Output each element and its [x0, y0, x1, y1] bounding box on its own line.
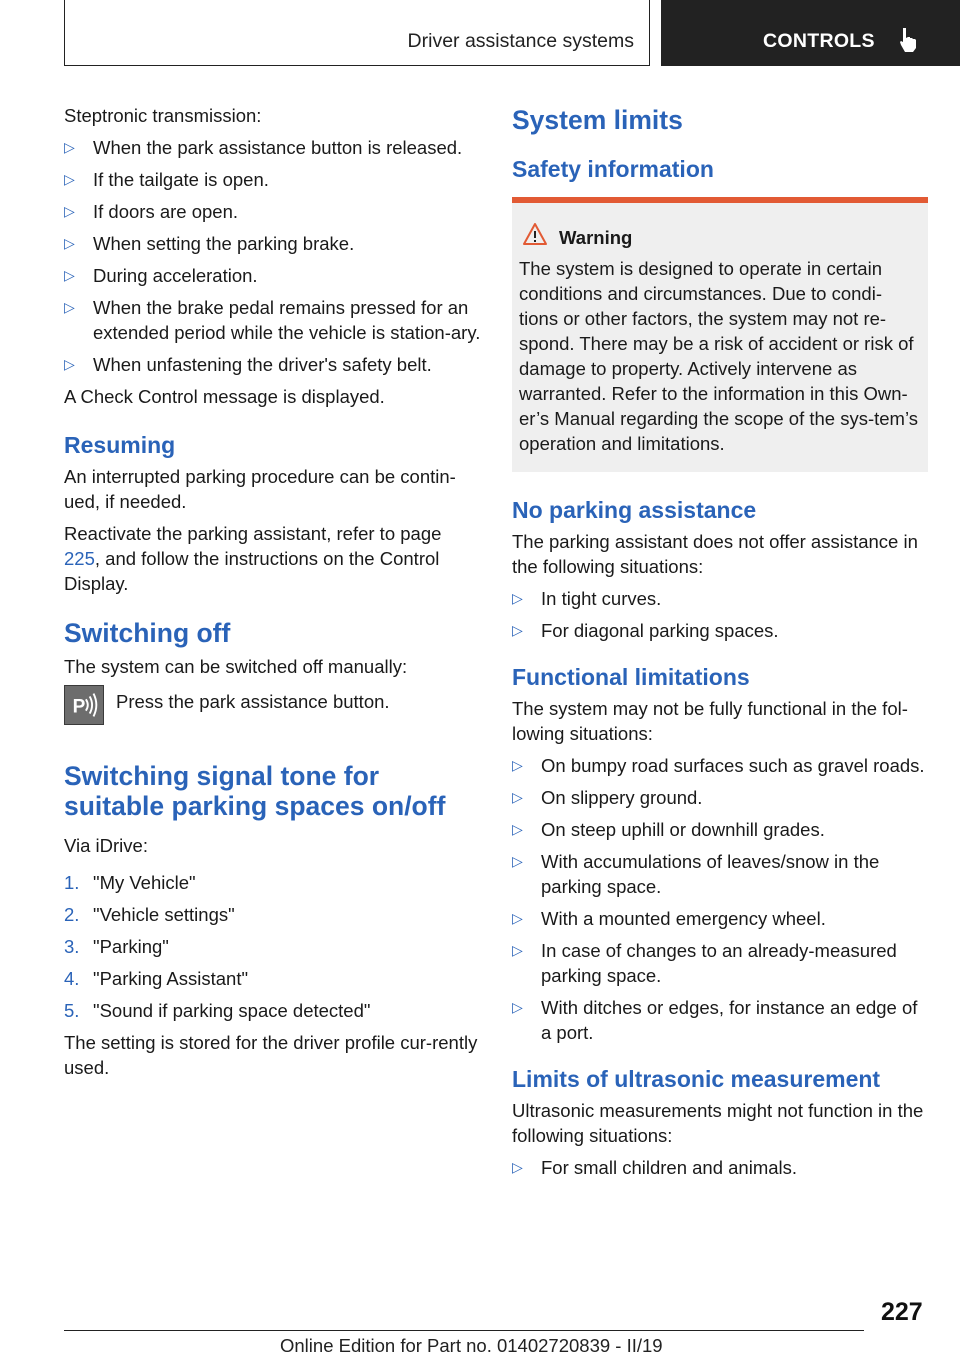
via-idrive: Via iDrive:	[64, 835, 148, 856]
functional-limitations-heading: Functional limitations	[512, 664, 750, 690]
reactivate-paragraph: Reactivate the parking assistant, refer to page 225, and follow the instructions on the Control Display.	[64, 523, 442, 594]
list-item: 2. "Vehicle settings"	[64, 904, 235, 925]
list-item: ▷ In case of changes to an already-measured parking space.	[512, 938, 928, 988]
svg-text:P: P	[72, 696, 86, 718]
pointing-hand-icon	[897, 26, 921, 54]
header-chapter-title: CONTROLS	[763, 30, 875, 52]
list-item: ▷ On steep uphill or downhill grades.	[512, 817, 928, 842]
header-section-tab	[64, 0, 650, 66]
list-item: ▷ With a mounted emergency wheel.	[512, 906, 928, 931]
list-item: ▷ With ditches or edges, for instance an edge of a port.	[512, 995, 928, 1045]
list-item: 5. "Sound if parking space detected"	[64, 1000, 371, 1021]
no-parking-assistance-paragraph: The parking assistant does not offer assistance in the following situations:	[512, 531, 918, 577]
list-item: ▷ When the park assistance button is released.	[64, 135, 482, 160]
list-item: ▷ When setting the parking brake.	[64, 231, 482, 256]
signal-tone-heading: Switching signal tone for suitable parking spaces on/off	[64, 761, 446, 821]
park-assist-instruction	[64, 689, 482, 731]
ultrasonic-limits-paragraph: Ultrasonic measurements might not function in the following situations:	[512, 1100, 924, 1146]
resuming-paragraph: An interrupted parking procedure can be contin‐ued, if needed.	[64, 466, 456, 512]
warning-triangle-icon	[522, 222, 548, 246]
right-column	[512, 100, 928, 1187]
edition-footer: Online Edition for Part no. 01402720839 - II/19	[280, 1335, 663, 1356]
list-item: ▷ When the brake pedal remains pressed for an extended period while the vehicle is station‐ary.	[64, 295, 482, 345]
list-item: ▷ If the tailgate is open.	[64, 167, 482, 192]
list-item: ▷ On slippery ground.	[512, 785, 928, 810]
warning-title: Warning	[519, 225, 921, 250]
ultrasonic-limits-heading: Limits of ultrasonic measurement	[512, 1066, 881, 1092]
check-control-message: A Check Control message is displayed.	[64, 386, 385, 407]
list-item: ▷ If doors are open.	[64, 199, 482, 224]
list-item: ▷ For diagonal parking spaces.	[512, 618, 928, 643]
page-link-225[interactable]: 225	[64, 548, 95, 569]
left-column	[64, 103, 482, 1087]
park-assist-instruction-text: Press the park assistance button.	[116, 691, 390, 712]
system-limits-heading: System limits	[512, 105, 683, 135]
safety-information-heading: Safety information	[512, 156, 714, 182]
list-item: ▷ In tight curves.	[512, 586, 928, 611]
footer-divider	[64, 1330, 864, 1331]
setting-stored-paragraph: The setting is stored for the driver profile cur‐rently used.	[64, 1032, 478, 1078]
list-item: 1. "My Vehicle"	[64, 872, 196, 893]
list-item: 3. "Parking"	[64, 936, 169, 957]
list-item: ▷ For small children and animals.	[512, 1155, 928, 1180]
list-item: 4. "Parking Assistant"	[64, 968, 249, 989]
header-chapter-tab	[661, 0, 960, 66]
resuming-heading: Resuming	[64, 432, 176, 458]
page-number: 227	[881, 1298, 923, 1326]
steptronic-intro: Steptronic transmission:	[64, 105, 262, 126]
header-section-title: Driver assistance systems	[407, 30, 634, 52]
warning-text: The system is designed to operate in certain conditions and circumstances. Due to condi‐tions or other factors, the system may not re‐spond. There may be a risk of accident or risk of damage to property. Actively intervene as warranted. Refer to the information in this Own‐er’s Manual regarding the scope of the sys‐tem’s operation and limitations.	[519, 258, 918, 454]
switching-off-paragraph: The system can be switched off manually:	[64, 656, 408, 677]
park-assistance-button-icon	[64, 685, 104, 725]
list-item: ▷ When unfastening the driver's safety belt.	[64, 352, 482, 377]
list-item: ▷ On bumpy road surfaces such as gravel roads.	[512, 753, 928, 778]
list-item: ▷ With accumulations of leaves/snow in the parking space.	[512, 849, 928, 899]
warning-box	[512, 197, 928, 472]
list-item: ▷ During acceleration.	[64, 263, 482, 288]
switching-off-heading: Switching off	[64, 618, 231, 648]
no-parking-assistance-heading: No parking assistance	[512, 497, 757, 523]
functional-limitations-paragraph: The system may not be fully functional in the fol‐lowing situations:	[512, 698, 908, 744]
